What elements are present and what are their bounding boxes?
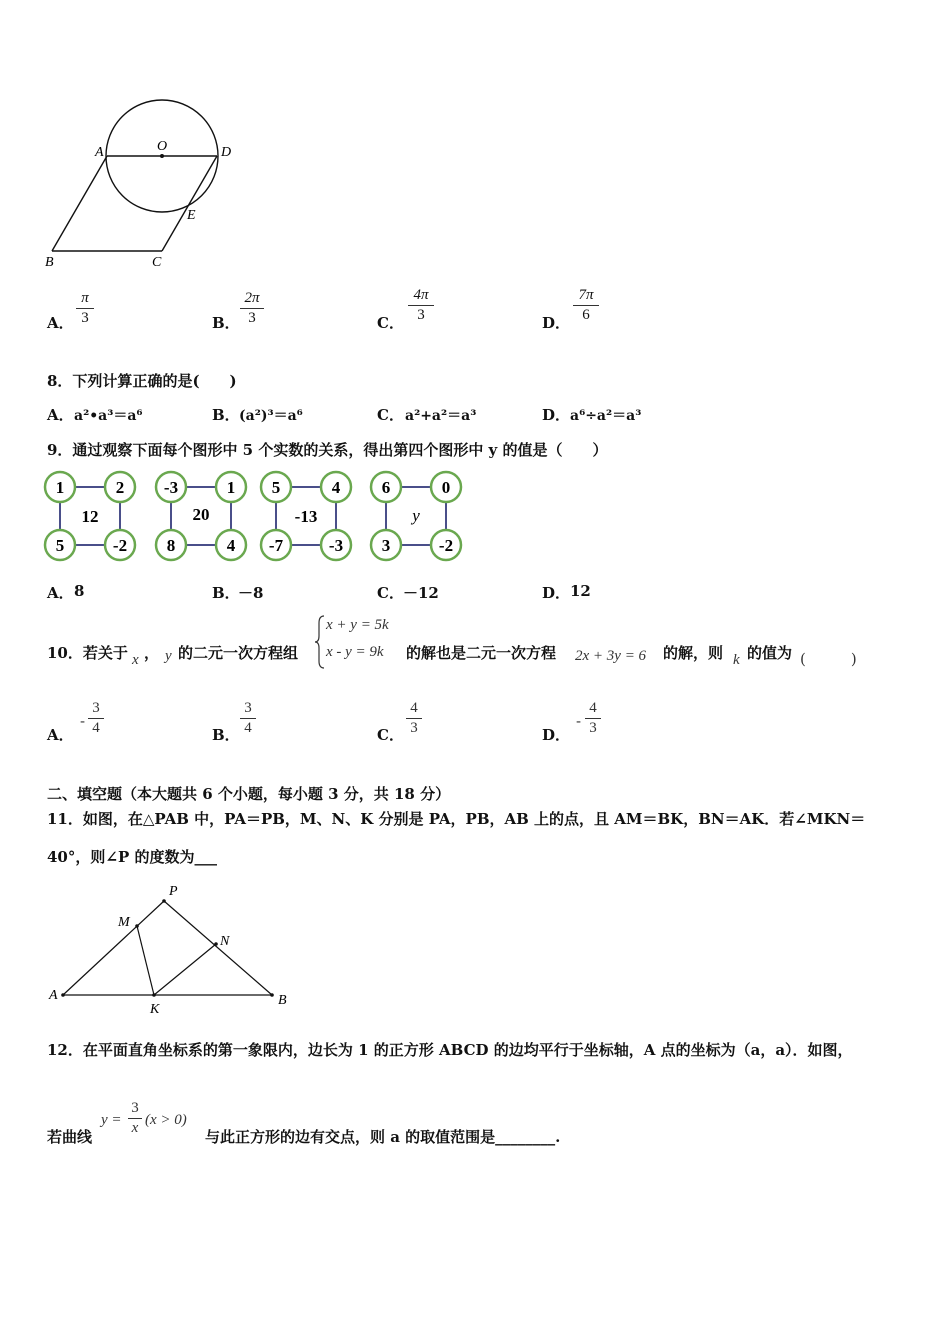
q10-option-d-sign: - [576, 712, 582, 730]
label-p: P [169, 884, 178, 899]
q9-option-b-letter[interactable]: B． [212, 584, 240, 602]
q8-option-a-letter[interactable]: A． [47, 406, 74, 424]
q9-option-d-value: 12 [570, 582, 591, 600]
q10-system-brace [314, 615, 326, 669]
q9-fig4-center: y [412, 506, 420, 525]
center-point-o [160, 154, 164, 158]
q10-text4: 的值为 [747, 644, 793, 662]
q9-stem: 9．通过观察下面每个图形中 5 个实数的关系，得出第四个图形中 y 的值是（ ） [47, 441, 608, 459]
q10-text1: 的二元一次方程组 [178, 644, 299, 662]
q12-prefix: 若曲线 [47, 1128, 93, 1146]
q9-fig4-br: -2 [438, 536, 454, 555]
q10-answer-paren: ( ) [800, 650, 857, 668]
q7-figure [40, 95, 250, 275]
q7-option-b-letter[interactable]: B． [212, 314, 240, 332]
label-c: C [152, 255, 162, 270]
point-m [135, 924, 139, 928]
segment-mk [137, 926, 154, 995]
q10-var-k: k [733, 652, 740, 668]
q7-option-a-fraction: π 3 [76, 290, 94, 327]
label-m: M [118, 915, 130, 930]
q9-option-b-value: －8 [238, 584, 264, 602]
q10-eq1: x + y = 5k [326, 617, 389, 633]
q9-option-c-letter[interactable]: C． [377, 584, 404, 602]
section-2-title: 二、填空题（本大题共 6 个小题，每小题 3 分，共 18 分） [47, 785, 451, 803]
q10-option-d-fraction: 4 3 [585, 700, 601, 737]
q9-figure-1 [45, 472, 135, 560]
label-o: O [157, 139, 168, 154]
q9-fig1-bl: 5 [55, 536, 65, 555]
q11-line-1: 11．如图，在△PAB 中，PA＝PB，M、N、K 分别是 PA，PB，AB 上的点，且 AM＝BK，BN＝AK．若∠MKN＝ [47, 810, 866, 828]
q9-figure-2 [156, 472, 246, 560]
q10-option-b-fraction: 3 4 [240, 700, 256, 737]
q9-option-a-letter[interactable]: A． [47, 584, 74, 602]
q8-option-b-expr: (a²)³＝a⁶ [239, 408, 303, 424]
q12-y-equals: y = [101, 1112, 122, 1128]
segment-pb [164, 901, 272, 995]
q7-option-d-fraction: 7π 6 [573, 287, 599, 324]
q12-line-1: 12．在平面直角坐标系的第一象限内，边长为 1 的正方形 ABCD 的边均平行于坐标轴，A 点的坐标为（a，a）．如图， [47, 1041, 853, 1059]
q10-option-a-sign: - [80, 712, 86, 730]
q8-option-c-letter[interactable]: C． [377, 406, 404, 424]
q7-option-c-fraction: 4π 3 [408, 287, 434, 324]
q10-option-d-letter[interactable]: D． [542, 726, 571, 744]
q12-condition: (x > 0) [145, 1112, 187, 1128]
q12-fraction: 3 x [128, 1100, 142, 1137]
q7-option-c-letter[interactable]: C． [377, 314, 404, 332]
q9-fig1-tl: 1 [55, 478, 65, 497]
point-a [61, 993, 65, 997]
q10-var-x: x [132, 652, 139, 668]
q9-fig2-bl: 8 [166, 536, 176, 555]
q9-fig4-tr: 0 [441, 478, 451, 497]
q10-option-b-letter[interactable]: B． [212, 726, 240, 744]
label-n: N [220, 934, 230, 949]
q10-text3: 的解，则 [663, 644, 724, 662]
label-e: E [187, 208, 196, 223]
q9-fig2-tr: 1 [226, 478, 236, 497]
q10-option-a-fraction: 3 4 [88, 700, 104, 737]
point-b [270, 993, 274, 997]
label-k: K [150, 1002, 160, 1017]
q11-line-2: 40°，则∠P 的度数为___ [47, 848, 217, 866]
q9-fig4-bl: 3 [381, 536, 391, 555]
q7-option-d-letter[interactable]: D． [542, 314, 571, 332]
q9-figure-4 [371, 472, 461, 560]
q9-fig1-br: -2 [112, 536, 128, 555]
point-k [152, 993, 156, 997]
q10-eq2: x - y = 9k [326, 644, 384, 660]
q8-stem: 8．下列计算正确的是( ) [47, 372, 237, 390]
q10-option-c-letter[interactable]: C． [377, 726, 404, 744]
q8-option-a-expr: a²•a³＝a⁶ [74, 408, 143, 424]
point-n [214, 942, 218, 946]
q9-fig3-tr: 4 [331, 478, 341, 497]
q10-option-c-fraction: 4 3 [406, 700, 422, 737]
q10-var-y: y [165, 648, 172, 664]
q9-fig3-br: -3 [328, 536, 344, 555]
label-d: D [221, 145, 232, 160]
segment-kn [154, 944, 216, 995]
q9-fig4-tl: 6 [381, 478, 391, 497]
label-b: B [45, 255, 54, 270]
q8-option-d-expr: a⁶÷a²＝a³ [570, 408, 642, 424]
q8-option-b-letter[interactable]: B． [212, 406, 240, 424]
label-b: B [278, 993, 287, 1008]
label-a: A [49, 988, 58, 1003]
q10-prefix: 10．若关于 [47, 644, 128, 662]
q10-option-a-letter[interactable]: A． [47, 726, 74, 744]
q12-suffix: 与此正方形的边有交点，则 a 的取值范围是________. [205, 1128, 561, 1146]
q9-figures [40, 468, 480, 568]
q9-fig3-center: -13 [294, 507, 318, 526]
label-a: A [95, 145, 104, 160]
q9-option-d-letter[interactable]: D． [542, 584, 571, 602]
q8-option-d-letter[interactable]: D． [542, 406, 571, 424]
q10-comma: ， [144, 644, 160, 662]
q9-fig3-tl: 5 [271, 478, 281, 497]
q11-figure [40, 880, 300, 1020]
q9-fig2-br: 4 [226, 536, 236, 555]
q9-fig2-tl: -3 [163, 478, 179, 497]
q9-figure-3 [261, 472, 351, 560]
q7-option-a-letter[interactable]: A． [47, 314, 74, 332]
segment-dc [162, 156, 217, 251]
q10-text2: 的解也是二元一次方程 [406, 644, 557, 662]
point-p [162, 899, 166, 903]
q8-option-c-expr: a²+a²＝a³ [405, 408, 477, 424]
segment-ab [52, 156, 107, 251]
q9-option-c-value: －12 [403, 584, 439, 602]
q9-fig1-tr: 2 [115, 478, 125, 497]
q9-fig1-center: 12 [81, 507, 99, 526]
q9-fig3-bl: -7 [268, 536, 284, 555]
q9-option-a-value: 8 [74, 582, 85, 600]
q7-option-b-fraction: 2π 3 [240, 290, 264, 327]
segment-pa [63, 901, 164, 995]
q10-eq3: 2x + 3y = 6 [575, 648, 647, 664]
q9-fig2-center: 20 [192, 505, 210, 524]
